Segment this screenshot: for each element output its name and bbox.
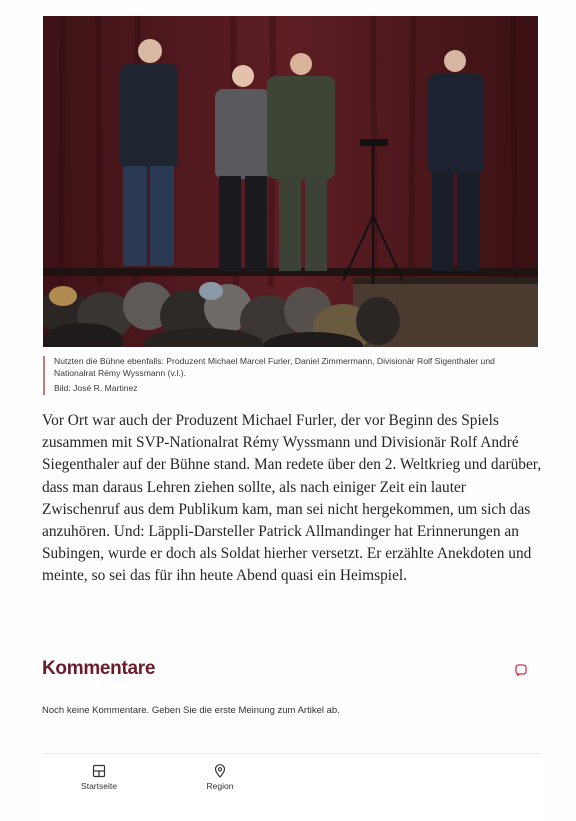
comment-icon[interactable] (515, 664, 527, 676)
bottom-navigation (42, 753, 542, 821)
home-grid-icon (92, 764, 106, 778)
photo-caption (43, 356, 538, 395)
comments-heading: Kommentare (42, 658, 156, 679)
location-pin-icon (213, 764, 227, 778)
article-body (42, 410, 542, 588)
caption-text: Nutzten die Bühne ebenfalls: Produzent Michael Marcel Furler, Daniel Zimmermann, Divisionär Rolf Sigenthaler und Nationalrat Rémy Wyssmann (v.l.). (54, 356, 495, 378)
no-comments-message: Noch keine Kommentare. Geben Sie die erste Meinung zum Artikel ab. (42, 705, 340, 716)
article-paragraph: Vor Ort war auch der Produzent Michael Furler, der vor Beginn des Spiels zusammen mit SVP-Nationalrat Rémy Wyssmann und Divisionär Rolf André Siegenthaler auf der Bühne stand. Man redete über den 2. Weltkrieg und darüber, dass man daraus Lehren ziehen sollte, als nach einiger Zeit ein lauter Zwischenruf aus dem Publikum kam, man sei nicht hergekommen, um sich das anzuhören. Und: Läppli-Darsteller Patrick Allmandinger hat Erinnerungen an Subingen, wurde er doch als Soldat hierher versetzt. Er erzählte Anekdoten und meinte, so sei das für ihn heute Abend quasi ein Heimspiel. (42, 412, 542, 585)
nav-item-startseite[interactable] (59, 764, 139, 791)
nav-item-region[interactable] (180, 764, 260, 791)
nav-label: Startseite (81, 781, 117, 791)
photo-credit: Bild: José R. Martinez (54, 383, 138, 393)
nav-label: Region (206, 781, 234, 791)
article-photo (43, 16, 538, 347)
stage-photo-illustration (43, 16, 538, 347)
